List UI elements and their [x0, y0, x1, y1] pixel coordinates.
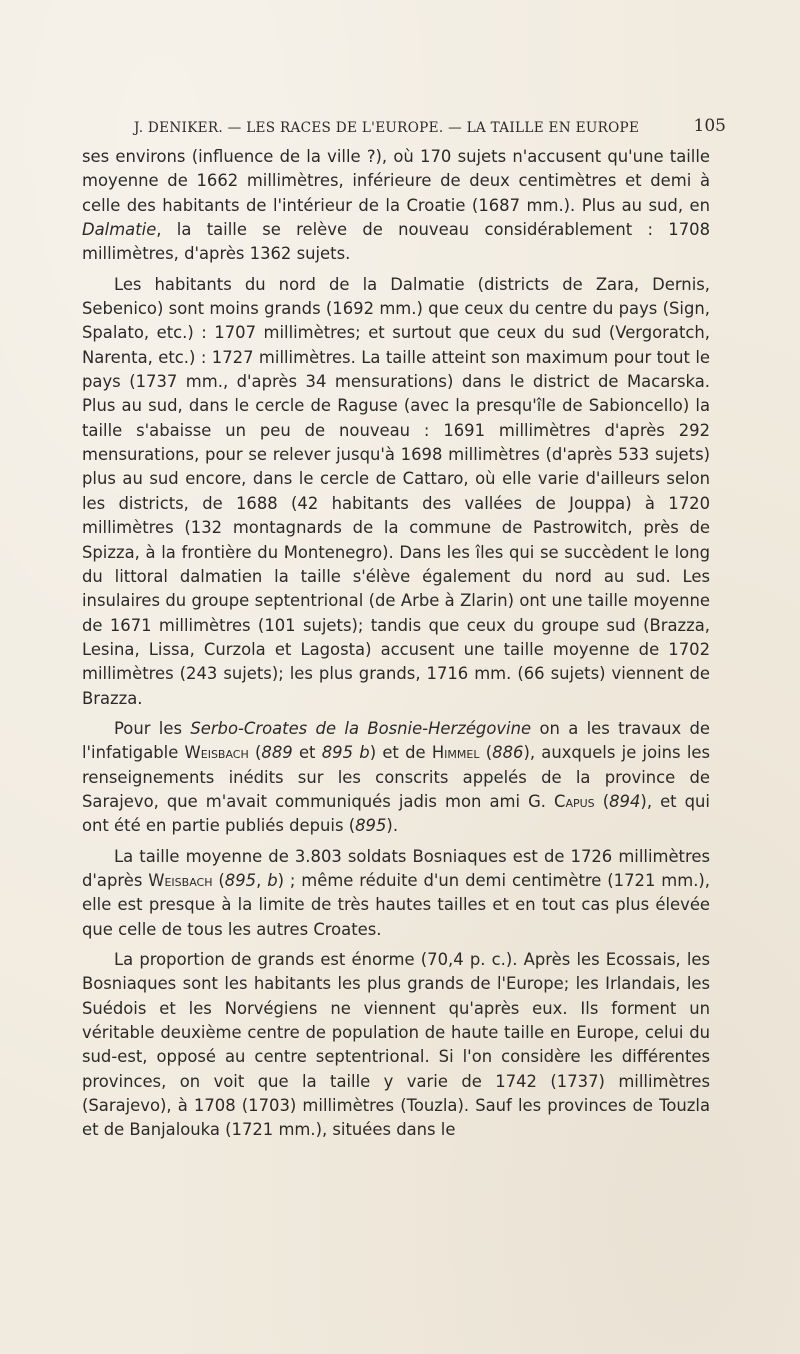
author-name: Weisbach — [148, 870, 213, 890]
text-run: ). — [386, 816, 399, 836]
text-run: ( — [212, 870, 225, 890]
author-name: Weisbach — [184, 743, 249, 763]
paragraph — [82, 717, 710, 839]
reference-number: 889 — [261, 743, 293, 763]
page-number: 105 — [693, 116, 726, 136]
author-name: Capus — [554, 791, 595, 811]
author-name: Himmel — [431, 743, 480, 763]
text-run: ), auxquels je joins les renseignements inédits sur les conscrits appelés de la province de Sarajevo, que m'avait communiqués jadis mon ami G. — [82, 743, 711, 811]
reference-number: 886 — [492, 743, 524, 763]
text-run: Serbo-Croates de la Bosnie-Herzégovine — [190, 718, 532, 738]
text-run: Les habitants du nord de la Dalmatie (districts de Zara, Dernis, Sebenico) sont moins grands (1692 mm.) que ceux du centre du pays (Sign, Spalato, etc.) : 1707 millimètres; et surtout que ceux du sud (Vergoratch, Narenta, etc.) : 1727 millimètres. La taille atteint son maximum pour tout le pays (1737 mm., d'après 34 mensurations) dans le district de Macarska. Plus au sud, dans le cercle de Raguse (avec la presqu'île de Sabioncello) la taille s'abaisse un peu de nouveau : 1691 millimètres d'après 292 mensurations, pour se relever jusqu'à 1698 millimètres (d'après 533 sujets) plus au sud encore, dans le cercle de Cattaro, où elle varie d'ailleurs selon les districts, de 1688 (42 habitants des vallées de Jouppa) à 1720 millimètres (132 montagnards de la commune de Pastrowitch, près de Spizza, à la frontière du Montenegro). Dans les îles qui se succèdent le long du littoral dalmatien la taille s'élève également du nord au sud. Les insulaires du groupe septentrional (de Arbe à Zlarin) ont une taille moyenne de 1671 millimètres (101 sujets); tandis que ceux du groupe sud (Brazza, Lesina, Lissa, Curzola et Lagosta) accusent une taille moyenne de 1702 millimètres (243 sujets); les plus grands, 1716 mm. (66 sujets) viennent de Brazza. — [82, 274, 710, 708]
text-run: ( — [479, 743, 493, 763]
running-head — [134, 116, 726, 138]
text-run: on a les travaux de l'infatigable — [82, 718, 710, 763]
paragraph — [82, 845, 710, 942]
text-run: ), et qui ont été en partie publiés depuis ( — [82, 791, 710, 836]
reference-number: b — [267, 870, 278, 890]
text-run: La proportion de grands est énorme (70,4 p. c.). Après les Ecossais, les Bosniaques sont les habitants les plus grands de l'Europe; les Irlandais, les Suédois et les Norvégiens ne viennent qu'après eux. Ils forment un véritable deuxième centre de population de haute taille en Europe, celui du sud-est, opposé au centre septentrional. Si l'on considère les différentes provinces, on voit que la taille y varie de 1742 (1737) millimètres (Sarajevo), à 1708 (1703) millimètres (Touzla). Sauf les provinces de Touzla et de Banjalouka (1721 mm.), situées dans le — [82, 950, 710, 1140]
body-text — [82, 145, 710, 1149]
text-run: ( — [248, 743, 262, 763]
text-run: ) et de — [369, 743, 432, 763]
reference-number: 895 b — [321, 743, 370, 763]
text-run: Dalmatie — [82, 220, 157, 240]
paragraph — [82, 948, 710, 1143]
reference-number: 894 — [609, 791, 641, 811]
text-run: , la taille se relève de nouveau considérablement : 1708 millimètres, d'après 1362 sujets. — [82, 220, 710, 264]
text-run: et — [292, 743, 322, 763]
text-run: ses environs (influence de la ville ?), où 170 sujets n'accusent qu'une taille moyenne de 1662 millimètres, inférieure de deux centimètres et demi à celle des habitants de l'intérieur de la Croatie (1687 mm.). Plus au sud, en — [82, 147, 710, 215]
running-title: J. DENIKER. — LES RACES DE L'EUROPE. — LA TAILLE EN EUROPE — [134, 120, 640, 136]
text-run: ( — [594, 791, 610, 811]
paragraph — [82, 145, 710, 267]
text-run: Pour les — [114, 718, 191, 738]
text-run: , — [256, 870, 268, 890]
reference-number: 895 — [224, 870, 257, 890]
text-run: La taille moyenne de 3.803 soldats Bosniaques est de 1726 millimètres d'après — [82, 846, 710, 890]
reference-number: 895 — [355, 816, 387, 836]
text-run: ) ; même réduite d'un demi centimètre (1721 mm.), elle est presque à la limite de très hautes tailles et en tout cas plus élevée que celle de tous les autres Croates. — [82, 870, 711, 939]
paragraph — [82, 273, 710, 711]
